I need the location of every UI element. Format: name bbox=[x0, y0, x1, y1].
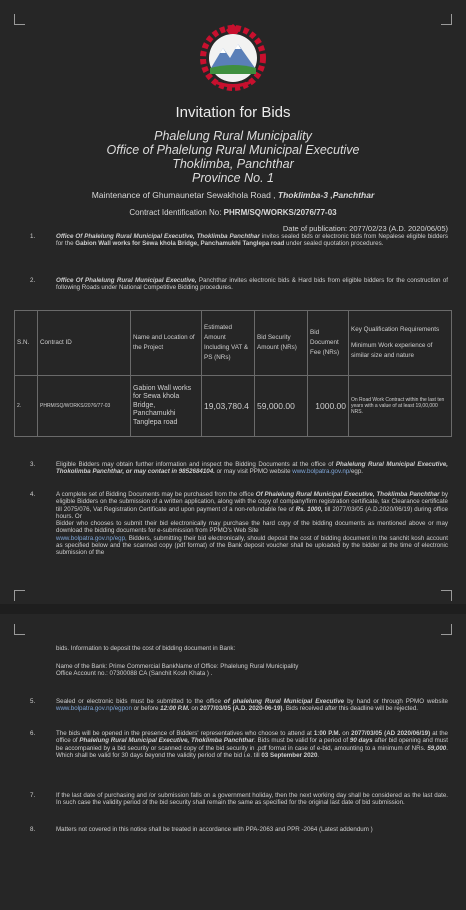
cell-project: Gabion Wall works for Sewa khola Bridge, Panchamukhi Tanglepa road bbox=[131, 376, 202, 437]
contract-identification: Contract Identification No: PHRM/SQ/WORKS/2076/77-03 bbox=[129, 208, 337, 217]
crop-mark bbox=[441, 14, 452, 25]
cell-contract-id: PHRM/SQ/WORKS/2076/77-03 bbox=[38, 376, 131, 437]
ppmo-egp-link[interactable]: www.bolpatra.gov.np/egp, bbox=[56, 534, 127, 542]
header-sn: S.N. bbox=[15, 311, 38, 376]
ppmo-egp-link[interactable]: www.bolpatra.gov.np/egpon bbox=[56, 705, 132, 713]
crop-mark bbox=[441, 624, 452, 635]
header-contract-id: Contract ID bbox=[38, 311, 131, 376]
office-name: Office of Phalelung Rural Municipal Executive bbox=[106, 143, 360, 157]
table-row bbox=[15, 376, 452, 437]
province: Province No. 1 bbox=[192, 171, 274, 185]
table-header-row bbox=[15, 311, 452, 376]
nepal-emblem-icon bbox=[198, 22, 268, 92]
cell-key-qualification: On Road Work Contract within the last ten years with a value of at least 19,00,000 NRS. bbox=[349, 376, 452, 437]
notice-page-2 bbox=[0, 614, 466, 910]
project-title: Maintenance of Ghumaunetar Sewakhola Road , Thoklimba-3 ,Panchthar bbox=[91, 190, 375, 200]
header-project: Name and Location of the Project bbox=[131, 311, 202, 376]
cell-sn: 2. bbox=[15, 376, 38, 437]
crop-mark bbox=[14, 624, 25, 635]
bid-table bbox=[14, 310, 452, 437]
page-title: Invitation for Bids bbox=[175, 104, 291, 121]
cell-bid-security: 59,000.00 bbox=[255, 376, 308, 437]
header-estimated-amount: Estimated Amount Including VAT & PS (NRs) bbox=[202, 311, 255, 376]
office-location: Thoklimba, Panchthar bbox=[172, 157, 294, 171]
crop-mark bbox=[441, 590, 452, 601]
office-block bbox=[0, 129, 466, 185]
crop-mark bbox=[14, 590, 25, 601]
header-key-qualification: Key Qualification Requirements Minimum Work experience of similar size and nature bbox=[349, 311, 452, 376]
ppmo-link[interactable]: www.bolpatra.gov.np/ bbox=[292, 468, 351, 476]
cell-estimated-amount: 19,03,780.4 bbox=[202, 376, 255, 437]
crop-mark bbox=[14, 14, 25, 25]
header-document-fee: Bid Document Fee (NRs) bbox=[308, 311, 349, 376]
publication-date: Date of publication: 2077/02/23 (A.D. 2020/06/05) bbox=[282, 224, 448, 233]
cell-document-fee: 1000.00 bbox=[308, 376, 349, 437]
header-bid-security: Bid Security Amount (NRs) bbox=[255, 311, 308, 376]
municipality-name: Phalelung Rural Municipality bbox=[154, 129, 312, 143]
